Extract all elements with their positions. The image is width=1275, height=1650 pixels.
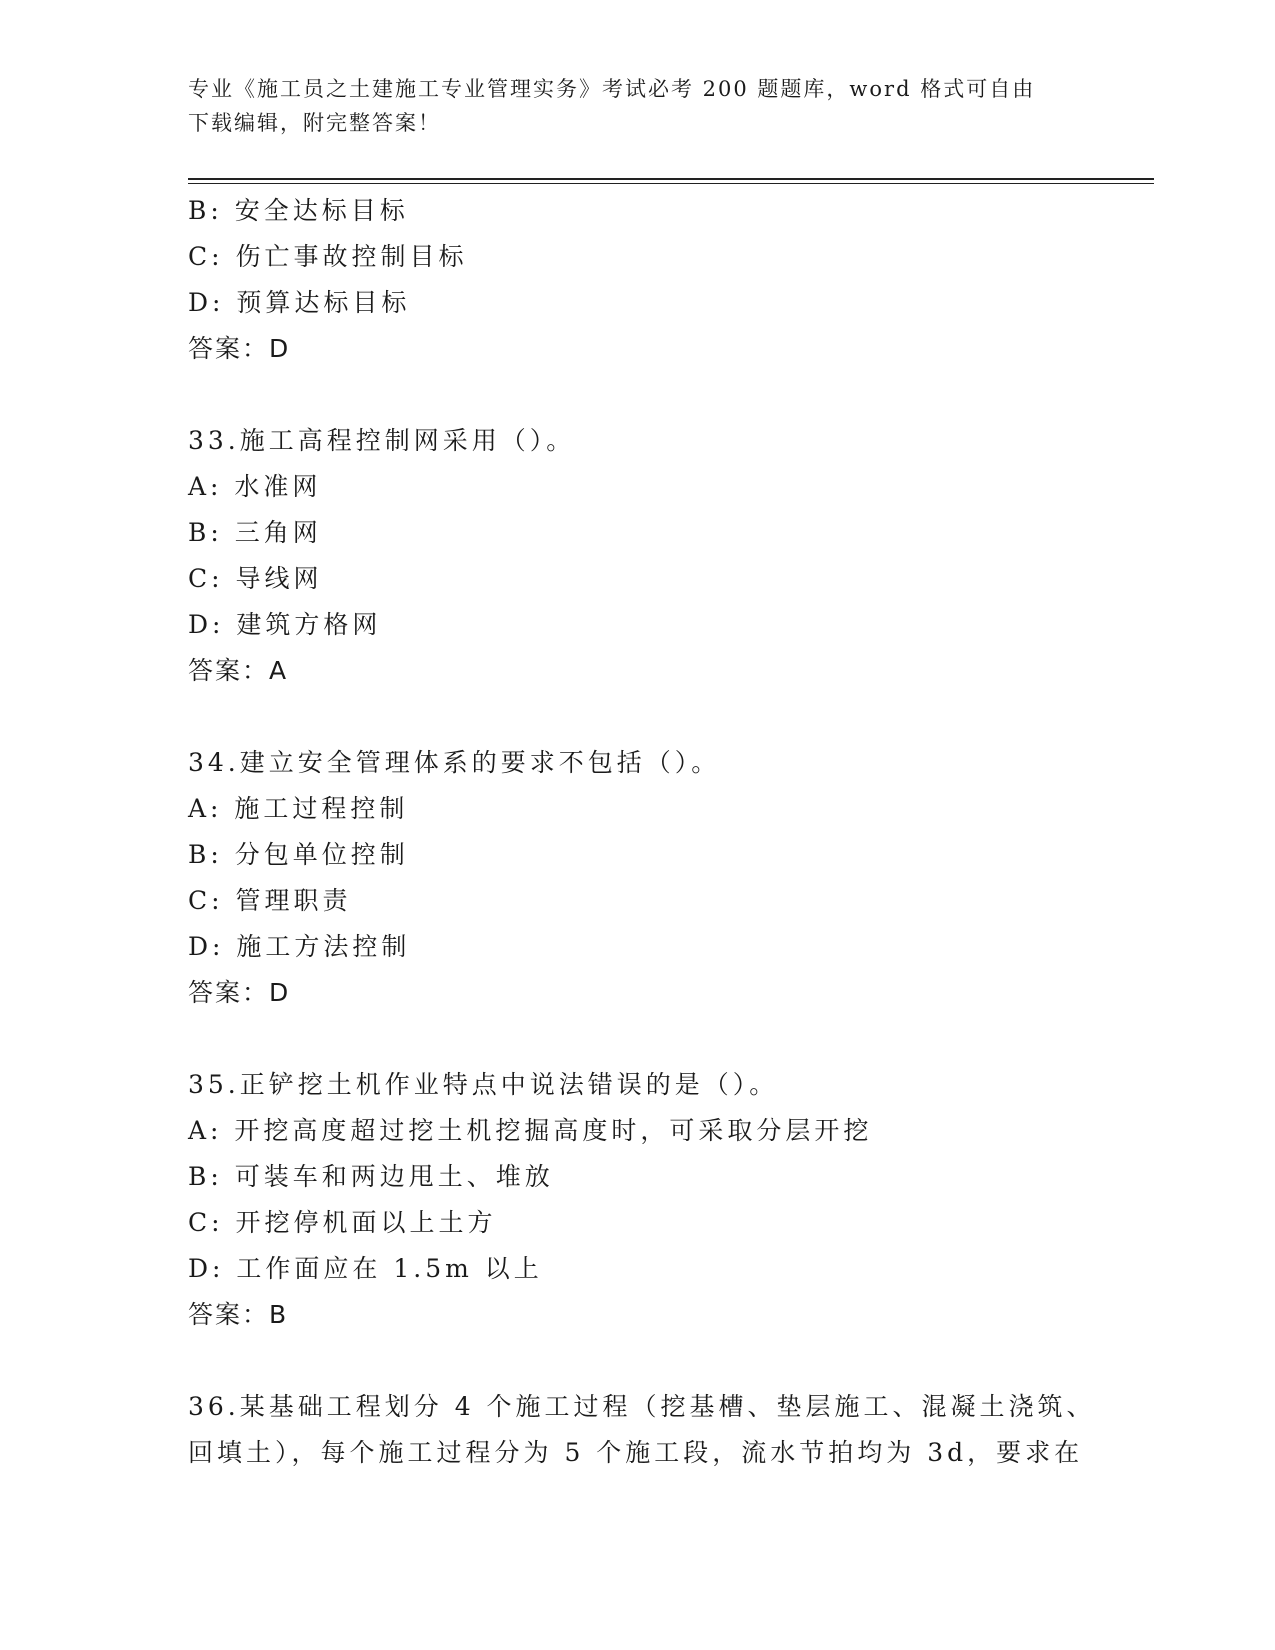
option-c: C: 管理职责 <box>188 886 352 915</box>
option-c: C: 开挖停机面以上土方 <box>188 1208 497 1237</box>
spacer <box>188 372 1128 418</box>
question-36 <box>188 1384 1128 1476</box>
spacer <box>188 694 1128 740</box>
spacer <box>188 1338 1128 1384</box>
header-title-line2: 下载编辑，附完整答案！ <box>188 111 441 135</box>
option-b: B: 三角网 <box>188 518 322 547</box>
question-text: 35.正铲挖土机作业特点中说法错误的是（）。 <box>188 1070 779 1099</box>
question-35 <box>188 1062 1128 1338</box>
option-b: B: 安全达标目标 <box>188 196 409 225</box>
option-d: D: 建筑方格网 <box>188 610 382 639</box>
question-text-line1: 36.某基础工程划分 4 个施工过程（挖基槽、垫层施工、混凝土浇筑、 <box>188 1392 1096 1421</box>
document-header <box>188 72 1068 140</box>
header-divider-thick <box>188 178 1154 180</box>
option-a: A: 水准网 <box>188 472 322 501</box>
option-a: A: 施工过程控制 <box>188 794 409 823</box>
header-title-line1: 专业《施工员之土建施工专业管理实务》考试必考 200 题题库，word 格式可自由 <box>188 77 1036 101</box>
question-33 <box>188 418 1128 694</box>
answer: 答案：D <box>188 334 291 363</box>
option-c: C: 导线网 <box>188 564 323 593</box>
option-a: A: 开挖高度超过挖土机挖掘高度时，可采取分层开挖 <box>188 1116 873 1145</box>
option-b: B: 可装车和两边甩土、堆放 <box>188 1162 554 1191</box>
answer: 答案：D <box>188 978 291 1007</box>
option-b: B: 分包单位控制 <box>188 840 409 869</box>
option-d: D: 预算达标目标 <box>188 288 411 317</box>
spacer <box>188 1016 1128 1062</box>
option-d: D: 工作面应在 1.5m 以上 <box>188 1254 543 1283</box>
question-text-line2: 回填土），每个施工过程分为 5 个施工段，流水节拍均为 3d，要求在 <box>188 1438 1084 1467</box>
header-divider-thin <box>188 183 1154 184</box>
question-text: 34.建立安全管理体系的要求不包括（）。 <box>188 748 721 777</box>
question-32 <box>188 188 1128 372</box>
question-34 <box>188 740 1128 1016</box>
option-d: D: 施工方法控制 <box>188 932 411 961</box>
question-text: 33.施工高程控制网采用（）。 <box>188 426 576 455</box>
question-list <box>188 188 1128 1476</box>
option-c: C: 伤亡事故控制目标 <box>188 242 468 271</box>
answer: 答案：A <box>188 656 289 685</box>
answer: 答案：B <box>188 1300 289 1329</box>
